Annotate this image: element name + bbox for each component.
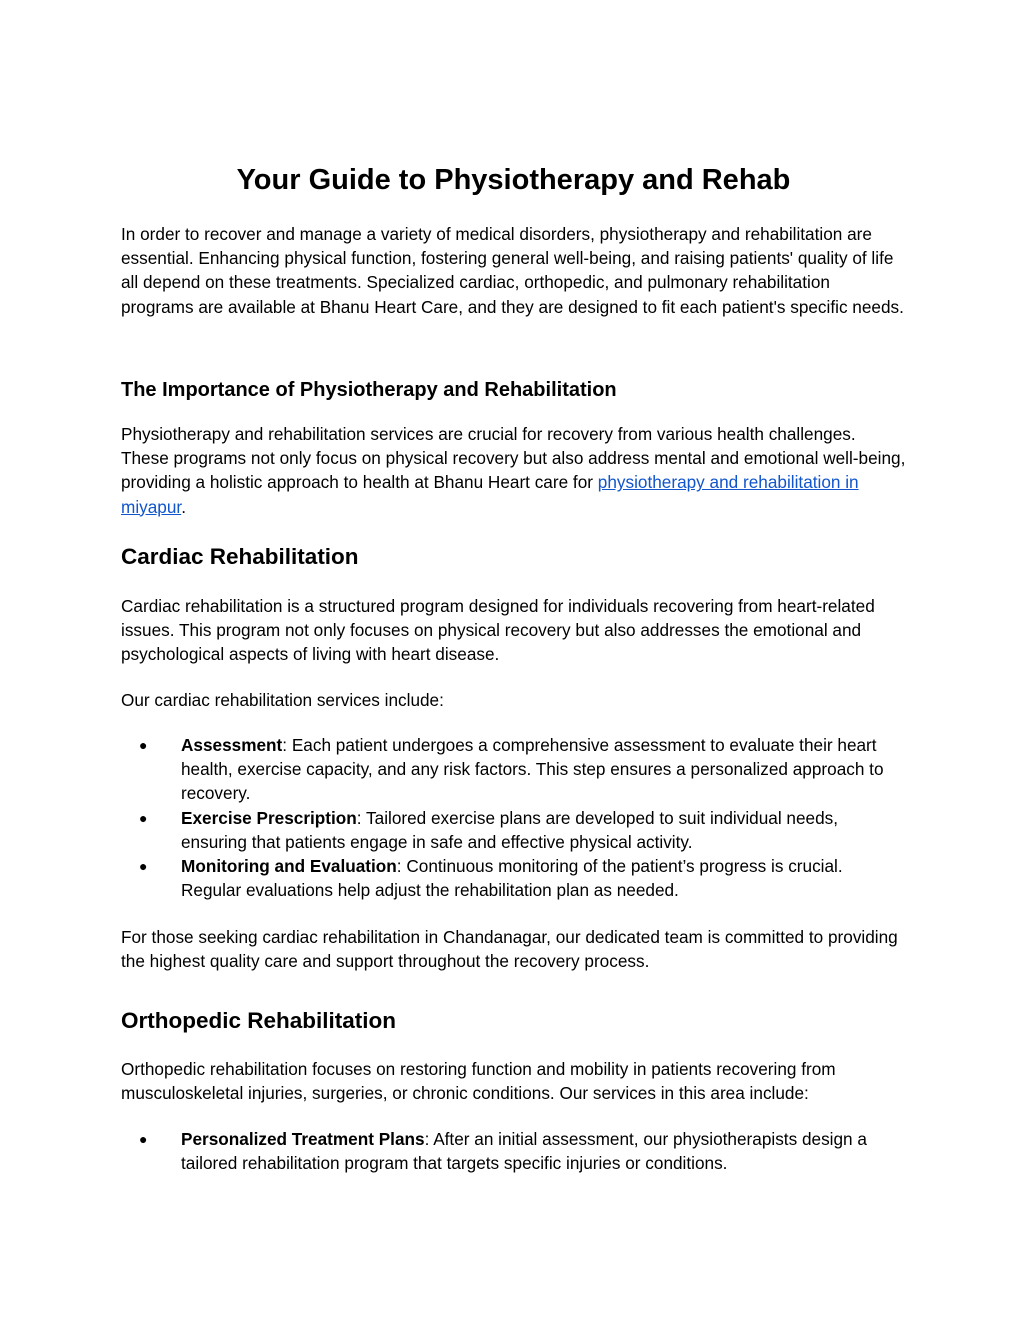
list-item-text: : Each patient undergoes a comprehensive assessment to evaluate their heart health, exercise capacity, and any risk factors. This step ensures a personalized approach to recovery.: [181, 735, 884, 804]
importance-text: Physiotherapy and rehabilitation services are crucial for recovery from various health challenges. These programs not only focus on physical recovery but also address mental and emotional well-being, providing a holistic approach to health at Bhanu Heart care for: [121, 424, 906, 493]
importance-text-end: .: [181, 496, 186, 517]
list-item: [121, 854, 906, 902]
cardiac-services-list: [121, 733, 906, 902]
importance-paragraph: [121, 422, 906, 519]
page-title: Your Guide to Physiotherapy and Rehab: [236, 164, 791, 196]
cardiac-heading: Cardiac Rehabilitation: [121, 544, 359, 569]
list-item-term: Assessment: [181, 735, 283, 755]
list-item-text: : Tailored exercise plans are developed to suit individual needs, ensuring that patients engage in safe and effective physical activity.: [181, 807, 839, 852]
orthopedic-services-list: [121, 1127, 906, 1175]
orthopedic-paragraph: Orthopedic rehabilitation focuses on restoring function and mobility in patients recovering from musculoskeletal injuries, surgeries, or chronic conditions. Our services in this area include:: [121, 1059, 836, 1104]
bullet-icon: ●: [139, 1131, 148, 1147]
importance-heading: The Importance of Physiotherapy and Rehabilitation: [121, 379, 617, 401]
list-item-term: Exercise Prescription: [181, 807, 357, 828]
cardiac-services-intro: Our cardiac rehabilitation services include:: [121, 690, 444, 710]
cardiac-closing-paragraph: For those seeking cardiac rehabilitation in Chandanagar, our dedicated team is committed to providing the highest quality care and support throughout the recovery process.: [121, 927, 898, 972]
list-item-term: Personalized Treatment Plans: [181, 1129, 425, 1149]
list-item: [121, 806, 906, 854]
bullet-icon: ●: [139, 858, 148, 875]
intro-paragraph: In order to recover and manage a variety of medical disorders, physiotherapy and rehabilitation are essential. Enhancing physical function, fostering general well-being, and raising patients' quality of life all depend on these treatments. Specialized cardiac, orthopedic, and pulmonary rehabilitation programs are available at Bhanu Heart Care, and they are designed to fit each patient's specific needs.: [121, 224, 904, 317]
orthopedic-heading: Orthopedic Rehabilitation: [121, 1008, 397, 1033]
bullet-icon: ●: [139, 737, 148, 753]
bullet-icon: ●: [139, 809, 148, 826]
cardiac-paragraph: Cardiac rehabilitation is a structured program designed for individuals recovering from heart-related issues. This program not only focuses on physical recovery but also addresses the emotional and psychological aspects of living with heart disease.: [121, 596, 875, 665]
list-item-text: : After an initial assessment, our physiotherapists design a tailored rehabilitation program that targets specific injuries or conditions.: [181, 1129, 867, 1174]
miyapur-physio-link[interactable]: physiotherapy and rehabilitation in miyapur: [121, 472, 859, 517]
list-item-term: Monitoring and Evaluation: [181, 856, 397, 877]
list-item-text: : Continuous monitoring of the patient’s progress is crucial. Regular evaluations help adjust the rehabilitation plan as needed.: [181, 856, 843, 901]
list-item: [121, 1127, 906, 1175]
list-item: [121, 733, 906, 806]
